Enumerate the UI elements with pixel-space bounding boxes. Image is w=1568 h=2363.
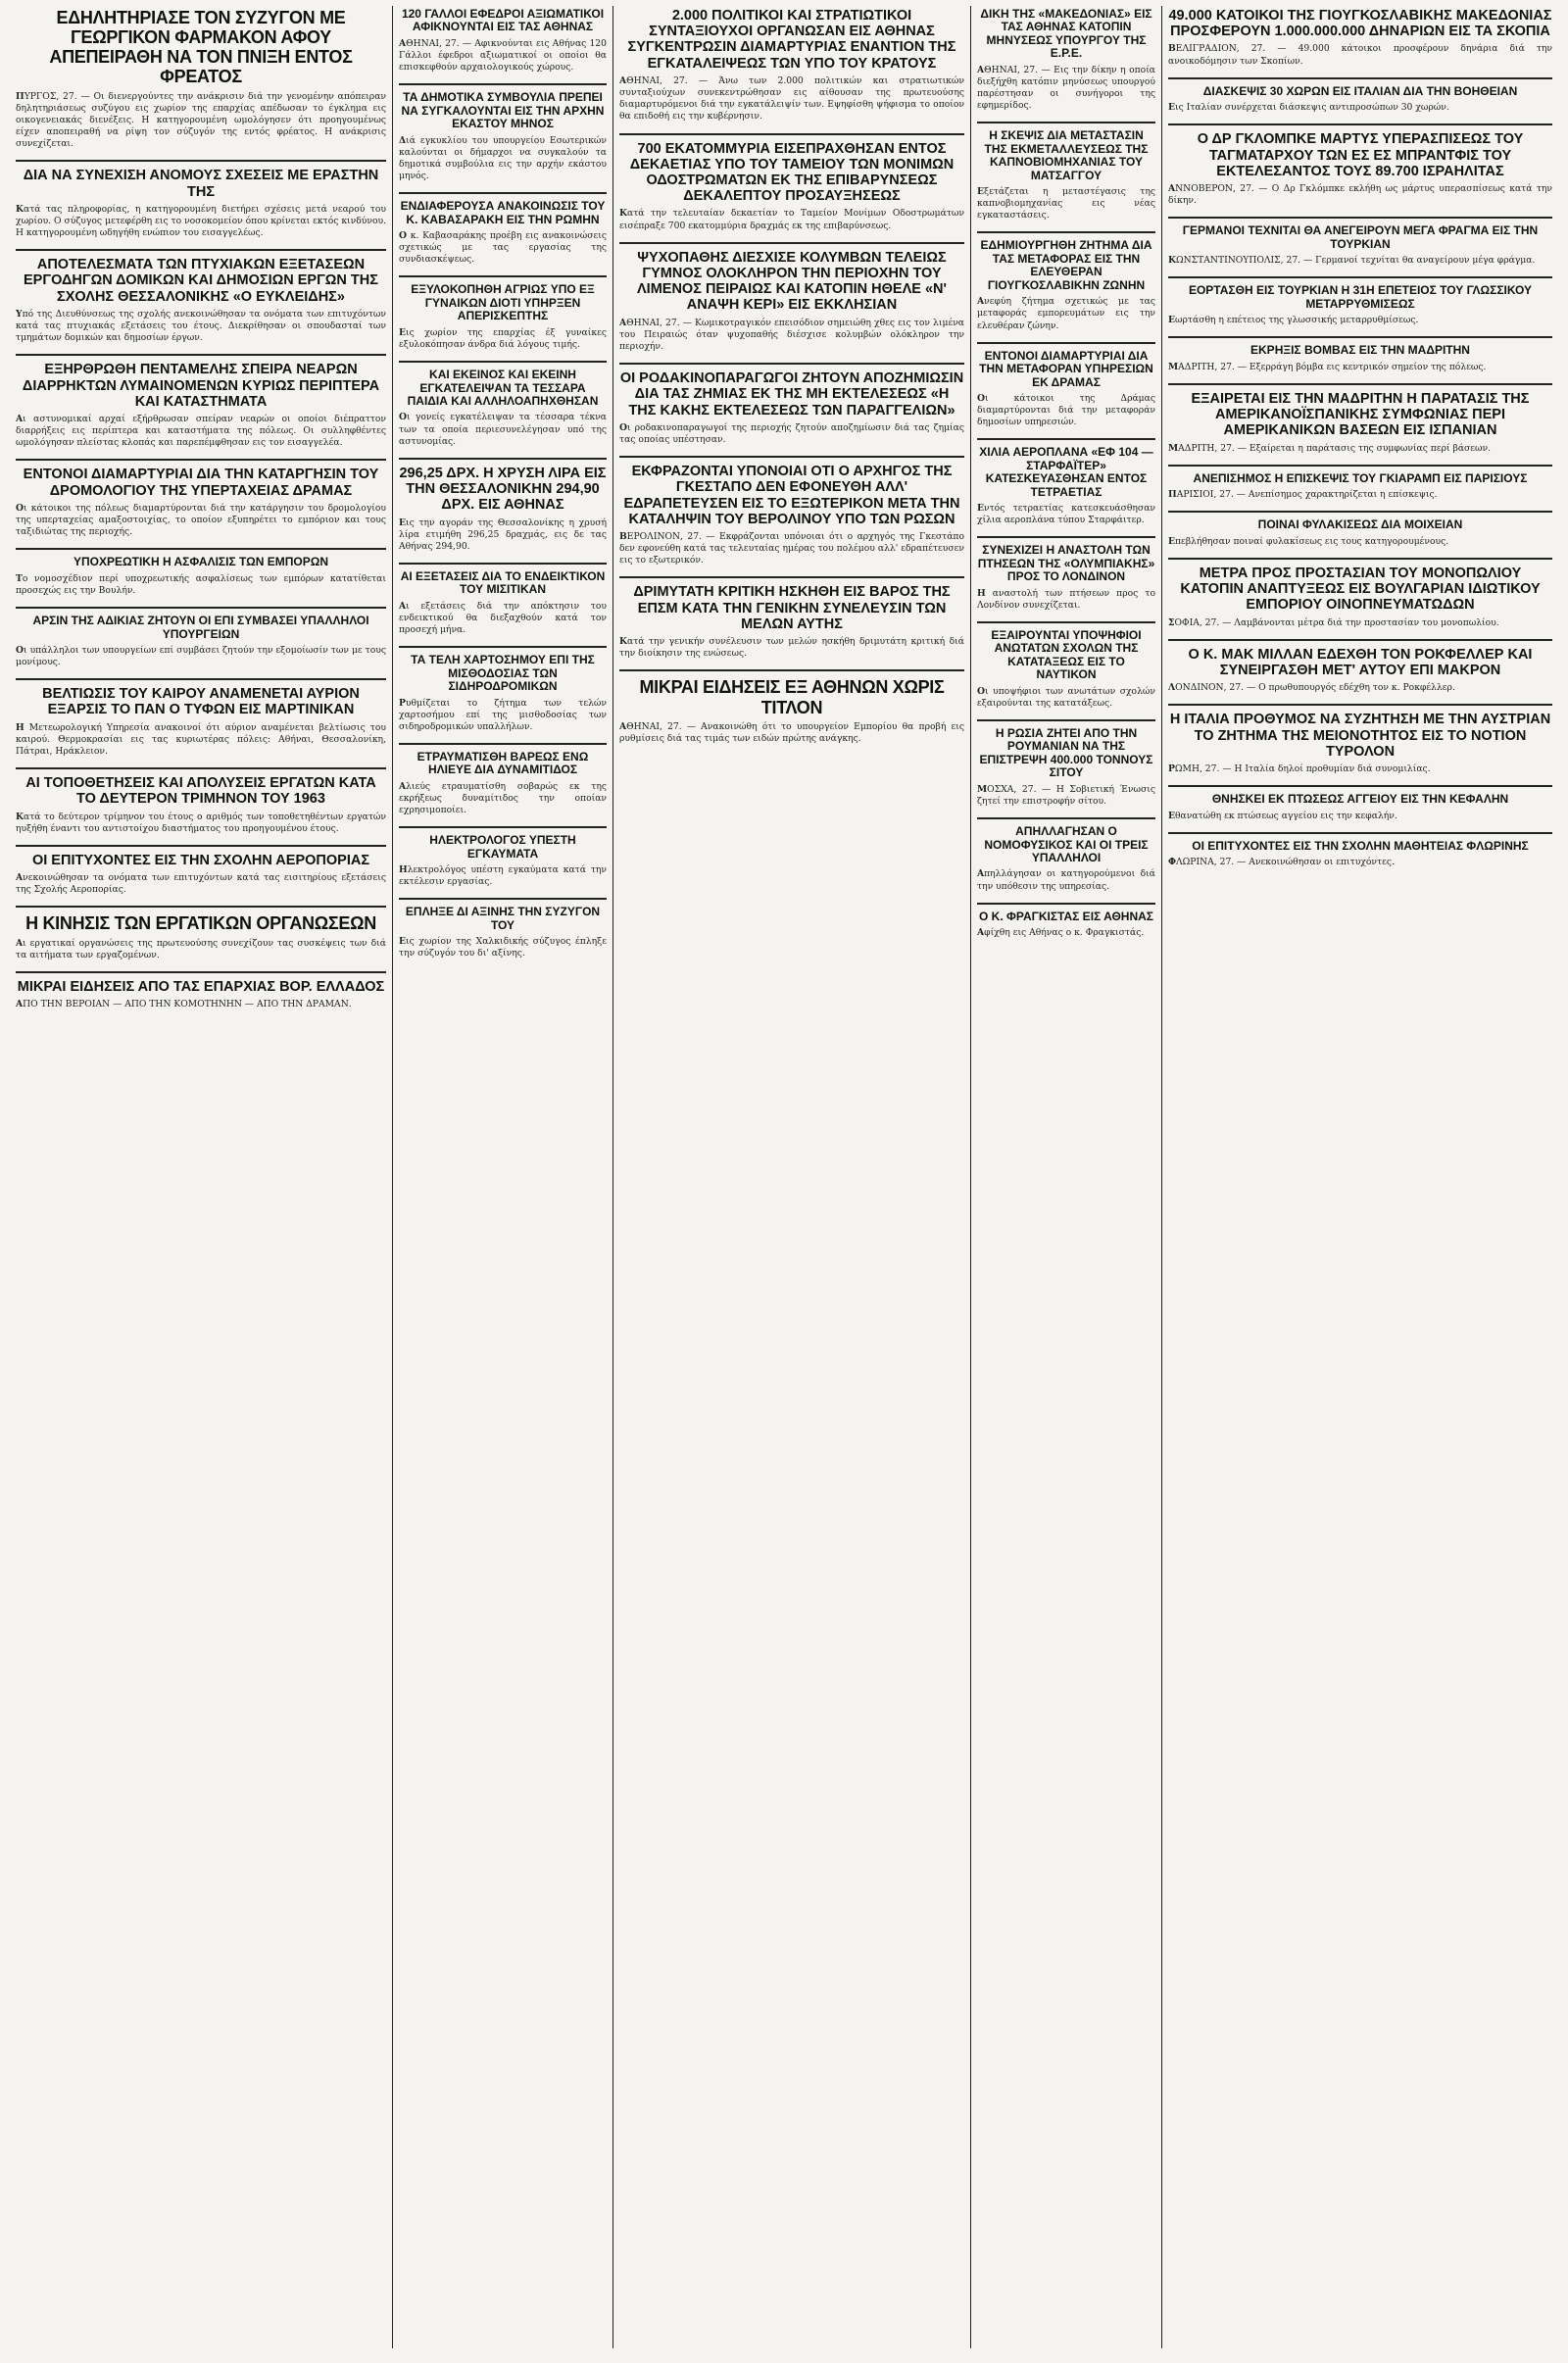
article (1168, 336, 1552, 373)
article-body: Οι κάτοικοι της Δράμας διαμαρτύρονται διά την μεταφοράν δημοσίων υπηρεσιών. (977, 392, 1155, 428)
article-headline: ΑΝΕΠΙΣΗΜΟΣ Η ΕΠΙΣΚΕΨΙΣ ΤΟΥ ΓΚΙΑΡΑΜΠ ΕΙΣ ΠΑΡΙΣΙΟΥΣ (1193, 470, 1528, 485)
article-headline: Η ΚΙΝΗΣΙΣ ΤΩΝ ΕΡΓΑΤΙΚΩΝ ΟΡΓΑΝΩΣΕΩΝ (25, 913, 376, 934)
article (16, 249, 386, 344)
article-body: Ανεφύη ζήτημα σχετικώς με τας μεταφοράς εμπορευμάτων εις την ελευθέραν ζώνην. (977, 296, 1155, 331)
article-body: ΜΟΣΧΑ, 27. — Η Σοβιετική Ένωσις ζητεί την επιστροφήν σίτου. (977, 783, 1155, 807)
article-headline: ΗΛΕΚΤΡΟΛΟΓΟΣ ΥΠΕΣΤΗ ΕΓΚΑΥΜΑΤΑ (429, 833, 576, 861)
article (619, 133, 964, 232)
article-headline: ΔΙΑ ΝΑ ΣΥΝΕΧΙΣΗ ΑΝΟΜΟΥΣ ΣΧΕΣΕΙΣ ΜΕ ΕΡΑΣΤΗΝ ΤΗΣ (23, 168, 379, 200)
article-headline: ΑΠΗΛΛΑΓΗΣΑΝ Ο ΝΟΜΟΦΥΣΙΚΟΣ ΚΑΙ ΟΙ ΤΡΕΙΣ ΥΠΑΛΛΗΛΟΙ (984, 824, 1149, 864)
article (399, 192, 607, 266)
article (1168, 276, 1552, 326)
article (399, 826, 607, 888)
article (1168, 511, 1552, 548)
article (16, 971, 386, 1010)
article-body: ΑΘΗΝΑΙ, 27. — Ανακοινώθη ότι το υπουργείον Εμπορίου θα προβή εις ρυθμίσεις διά τας τιμάς των ειδών πρώτης ανάγκης. (619, 720, 964, 744)
article-headline: ΕΔΗΜΙΟΥΡΓΗΘΗ ΖΗΤΗΜΑ ΔΙΑ ΤΑΣ ΜΕΤΑΦΟΡΑΣ ΕΙΣ ΤΗΝ ΕΛΕΥΘΕΡΑΝ ΓΙΟΥΓΚΟΣΛΑΒΙΚΗΝ ΖΩΝΗΝ (980, 238, 1152, 292)
article-body: ΦΛΩΡΙΝΑ, 27. — Ανεκοινώθησαν οι επιτυχόντες. (1168, 857, 1395, 868)
article (399, 743, 607, 816)
article-headline: ΠΟΙΝΑΙ ΦΥΛΑΚΙΣΕΩΣ ΔΙΑ ΜΟΙΧΕΙΑΝ (1257, 517, 1463, 532)
article (1168, 465, 1552, 502)
article-headline: 296,25 ΔΡΧ. Η ΧΡΥΣΗ ΛΙΡΑ ΕΙΣ ΤΗΝ ΘΕΣΣΑΛΟΝΙΚΗΝ 294,90 ΔΡΧ. ΕΙΣ ΑΘΗΝΑΣ (399, 465, 607, 514)
article (619, 669, 964, 745)
article-headline: ΤΑ ΔΗΜΟΤΙΚΑ ΣΥΜΒΟΥΛΙΑ ΠΡΕΠΕΙ ΝΑ ΣΥΓΚΑΛΟΥΝΤΑΙ ΕΙΣ ΤΗΝ ΑΡΧΗΝ ΕΚΑΣΤΟΥ ΜΗΝΟΣ (401, 90, 605, 131)
article (16, 906, 386, 960)
article-headline: ΜΕΤΡΑ ΠΡΟΣ ΠΡΟΣΤΑΣΙΑΝ ΤΟΥ ΜΟΝΟΠΩΛΙΟΥ ΚΑΤΟΠΙΝ ΑΝΑΠΤΥΞΕΩΣ ΕΙΣ ΒΟΥΛΓΑΡΙΑΝ ΙΔΙΩΤΙΚΟΥ ΕΜΠΟΡΙΟΥ ΟΙΝΟΠΝΕΥΜΑΤΩΔΩΝ (1180, 565, 1541, 614)
article-headline: ΕΝΔΙΑΦΕΡΟΥΣΑ ΑΝΑΚΟΙΝΩΣΙΣ ΤΟΥ Κ. ΚΑΒΑΣΑΡΑΚΗ ΕΙΣ ΤΗΝ ΡΩΜΗΝ (400, 199, 606, 226)
article-body: Οι ροδακινοπαραγωγοί της περιοχής ζητούν αποζημίωσιν διά τας ζημίας τας οποίας υπέστησαν. (619, 421, 964, 445)
article-body: Εωρτάσθη η επέτειος της γλωσσικής μεταρρυθμίσεως. (1168, 315, 1419, 326)
article-body: Επεβλήθησαν ποιναί φυλακίσεως εις τους κατηγορουμένους. (1168, 535, 1449, 547)
article-body: ΠΑΡΙΣΙΟΙ, 27. — Ανεπίσημος χαρακτηρίζεται η επίσκεψις. (1168, 489, 1438, 501)
article-headline: ΕΟΡΤΑΣΘΗ ΕΙΣ ΤΟΥΡΚΙΑΝ Η 31Η ΕΠΕΤΕΙΟΣ ΤΟΥ ΓΛΩΣΣΙΚΟΥ ΜΕΤΑΡΡΥΘΜΙΣΕΩΣ (1188, 283, 1533, 311)
article-body: Οι υποψήφιοι των ανωτάτων σχολών εξαιρούνται της κατατάξεως. (977, 685, 1155, 709)
article-headline: ΕΞΑΙΡΟΥΝΤΑΙ ΥΠΟΨΗΦΙΟΙ ΑΝΩΤΑΤΩΝ ΣΧΟΛΩΝ ΤΗΣ ΚΑΤΑΤΑΞΕΩΣ ΕΙΣ ΤΟ ΝΑΥΤΙΚΟΝ (991, 628, 1142, 682)
article-body: Η Μετεωρολογική Υπηρεσία ανακοινοί ότι αύριον αναμένεται βελτίωσις του καιρού. Θερμοκρασίαι εις τας κυριωτέρας πόλεις: Αθήναι, Θεσσαλονίκη, Πάτραι, Ηράκλειον. (16, 721, 386, 757)
article-body: ΑΘΗΝΑΙ, 27. — Εις την δίκην η οποία διεξήχθη κατόπιν μηνύσεως υπουργού παρέστησαν οι συνήγοροι της εφημερίδος. (977, 64, 1155, 112)
article-headline: ΜΙΚΡΑΙ ΕΙΔΗΣΕΙΣ ΕΞ ΑΘΗΝΩΝ ΧΩΡΙΣ ΤΙΤΛΟΝ (639, 677, 945, 717)
article-headline: Η ΣΚΕΨΙΣ ΔΙΑ ΜΕΤΑΣΤΑΣΙΝ ΤΗΣ ΕΚΜΕΤΑΛΛΕΥΣΕΩΣ ΤΗΣ ΚΑΠΝΟΒΙΟΜΗΧΑΝΙΑΣ ΤΟΥ ΜΑΤΣΑΓΓΟΥ (984, 128, 1149, 182)
article-headline: ΔΡΙΜΥΤΑΤΗ ΚΡΙΤΙΚΗ ΗΣΚΗΘΗ ΕΙΣ ΒΑΡΟΣ ΤΗΣ ΕΠΣΜ ΚΑΤΑ ΤΗΝ ΓΕΝΙΚΗΝ ΣΥΝΕΛΕΥΣΙΝ ΤΩΝ ΜΕΛΩΝ ΑΥΤΗΣ (633, 584, 951, 632)
article-headline: ΕΚΡΗΞΙΣ ΒΟΜΒΑΣ ΕΙΣ ΤΗΝ ΜΑΔΡΙΤΗΝ (1250, 343, 1470, 358)
article-body: ΛΟΝΔΙΝΟΝ, 27. — Ο πρωθυπουργός εδέχθη τον κ. Ροκφέλλερ. (1168, 682, 1455, 694)
article-headline: ΒΕΛΤΙΩΣΙΣ ΤΟΥ ΚΑΙΡΟΥ ΑΝΑΜΕΝΕΤΑΙ ΑΥΡΙΟΝ ΕΞΑΡΣΙΣ ΤΟ ΠΑΝ Ο ΤΥΦΩΝ ΕΙΣ ΜΑΡΤΙΝΙΚΑΝ (42, 686, 360, 718)
article-body: Υπό της Διευθύνσεως της σχολής ανεκοινώθησαν τα ονόματα των επιτυχόντων κατά τας πτυχιακάς εξετάσεις του έτους. Διεκρίθησαν οι σπουδασταί των τμημάτων δομικών και δημοσίων έργων. (16, 308, 386, 344)
article-headline: ΑΠΟΤΕΛΕΣΜΑΤΑ ΤΩΝ ΠΤΥΧΙΑΚΩΝ ΕΞΕΤΑΣΕΩΝ ΕΡΓΟΔΗΓΩΝ ΔΟΜΙΚΩΝ ΚΑΙ ΔΗΜΟΣΙΩΝ ΕΡΓΩΝ ΤΗΣ ΣΧΟΛΗΣ ΘΕΣΣΑΛΟΝΙΚΗΣ «Ο ΕΥΚΛΕΙΔΗΣ» (24, 257, 378, 305)
column-5 (1161, 6, 1558, 2348)
article (1168, 217, 1552, 267)
article-headline: ΔΙΚΗ ΤΗΣ «ΜΑΚΕΔΟΝΙΑΣ» ΕΙΣ ΤΑΣ ΑΘΗΝΑΣ ΚΑΤΟΠΙΝ ΜΗΝΥΣΕΩΣ ΥΠΟΥΡΓΟΥ ΤΗΣ Ε.Ρ.Ε. (980, 7, 1152, 61)
article (16, 459, 386, 538)
article-body: Αλιεύς ετραυματίσθη σοβαρώς εκ της εκρήξεως δυναμίτιδος την οποίαν εχρησιμοποίει. (399, 780, 607, 816)
article (977, 719, 1155, 808)
article-headline: ΟΙ ΡΟΔΑΚΙΝΟΠΑΡΑΓΩΓΟΙ ΖΗΤΟΥΝ ΑΠΟΖΗΜΙΩΣΙΝ ΔΙΑ ΤΑΣ ΖΗΜΙΑΣ ΕΚ ΤΗΣ ΜΗ ΕΚΤΕΛΕΣΕΩΣ «Η ΤΗΣ ΚΑΚΗΣ ΕΚΤΕΛΕΣΕΩΣ ΤΩΝ ΠΑΡΑΓΓΕΛΙΩΝ» (619, 370, 964, 418)
article-body: Ηλεκτρολόγος υπέστη εγκαύματα κατά την εκτέλεσιν εργασίας. (399, 864, 607, 888)
article-body: Εθανατώθη εκ πτώσεως αγγείου εις την κεφαλήν. (1168, 810, 1397, 821)
article-body: Οι γονείς εγκατέλειψαν τα τέσσαρα τέκνα των τα οποία περιεσυνελέγησαν υπό της αστυνομίας. (399, 412, 607, 447)
article-headline: ΕΝΤΟΝΟΙ ΔΙΑΜΑΡΤΥΡΙΑΙ ΔΙΑ ΤΗΝ ΚΑΤΑΡΓΗΣΙΝ ΤΟΥ ΔΡΟΜΟΛΟΓΙΟΥ ΤΗΣ ΥΠΕΡΤΑΧΕΙΑΣ ΔΡΑΜΑΣ (23, 467, 379, 499)
article-headline: ΕΞΗΡΘΡΩΘΗ ΠΕΝΤΑΜΕΛΗΣ ΣΠΕΙΡΑ ΝΕΑΡΩΝ ΔΙΑΡΡΗΚΤΩΝ ΛΥΜΑΙΝΟΜΕΝΩΝ ΚΥΡΙΩΣ ΠΕΡΙΠΤΕΡΑ ΚΑΙ ΚΑΤΑΣΤΗΜΑΤΑ (22, 362, 380, 410)
article (1168, 832, 1552, 869)
article (399, 83, 607, 182)
article-body: Κατά το δεύτερον τρίμηνον του έτους ο αριθμός των τοποθετηθέντων εργατών ηυξήθη έναντι του αντιστοίχου διαστήματος του προηγουμένου έτους. (16, 811, 386, 834)
article (399, 361, 607, 448)
article (619, 242, 964, 353)
newspaper-page (10, 6, 1558, 2348)
article (399, 275, 607, 351)
article-body: Εις την αγοράν της Θεσσαλονίκης η χρυσή λίρα ετιμήθη 296,25 δραχμάς, εις δε τας Αθήνας 294,90. (399, 517, 607, 552)
article-headline: Ο Κ. ΦΡΑΓΚΙΣΤΑΣ ΕΙΣ ΑΘΗΝΑΣ (979, 909, 1153, 923)
column-4 (970, 6, 1161, 2348)
article-headline: ΟΙ ΕΠΙΤΥΧΟΝΤΕΣ ΕΙΣ ΤΗΝ ΣΧΟΛΗΝ ΜΑΘΗΤΕΙΑΣ ΦΛΩΡΙΝΗΣ (1192, 838, 1529, 853)
article-body: Αι εξετάσεις διά την απόκτησιν του ενδεικτικού θα διεξαχθούν κατά τον προσεχή μήνα. (399, 600, 607, 636)
article-body: Ανεκοινώθησαν τα ονόματα των επιτυχόντων κατά τας εισιτηρίους εξετάσεις της Σχολής Αεροπορίας. (16, 872, 386, 896)
article (619, 363, 964, 446)
article-headline: Η ΡΩΣΙΑ ΖΗΤΕΙ ΑΠΟ ΤΗΝ ΡΟΥΜΑΝΙΑΝ ΝΑ ΤΗΣ ΕΠΙΣΤΡΕΨΗ 400.000 ΤΟΝΝΟΥΣ ΣΙΤΟΥ (979, 726, 1153, 780)
article-headline: Ο Κ. ΜΑΚ ΜΙΛΛΑΝ ΕΔΕΧΘΗ ΤΟΝ ΡΟΚΦΕΛΛΕΡ ΚΑΙ ΣΥΝΕΙΡΓΑΣΘΗ ΜΕΤ' ΑΥΤΟΥ ΕΠΙ ΜΑΚΡΟΝ (1188, 646, 1533, 678)
article (1168, 785, 1552, 822)
article (1168, 123, 1552, 207)
article-body: ΜΑΔΡΙΤΗ, 27. — Εξαίρεται η παράτασις της συμφωνίας περί βάσεων. (1168, 442, 1492, 454)
article (977, 231, 1155, 331)
article-headline: ΑΡΣΙΝ ΤΗΣ ΑΔΙΚΙΑΣ ΖΗΤΟΥΝ ΟΙ ΕΠΙ ΣΥΜΒΑΣΕΙ ΥΠΑΛΛΗΛΟΙ ΥΠΟΥΡΓΕΙΩΝ (32, 614, 369, 641)
article-headline: ΟΙ ΕΠΙΤΥΧΟΝΤΕΣ ΕΙΣ ΤΗΝ ΣΧΟΛΗΝ ΑΕΡΟΠΟΡΙΑΣ (31, 852, 370, 868)
article (399, 898, 607, 960)
article (399, 563, 607, 636)
article-body: Εις Ιταλίαν συνέρχεται διάσκεψις αντιπροσώπων 30 χωρών. (1168, 102, 1449, 114)
article-body: ΣΟΦΙΑ, 27. — Λαμβάνονται μέτρα διά την προστασίαν του μονοπωλίου. (1168, 616, 1499, 628)
article-body: Εντός τετραετίας κατεσκευάσθησαν χίλια αεροπλάνα τύπου Σταρφάιτερ. (977, 503, 1155, 526)
article (977, 903, 1155, 940)
article-body: ΡΩΜΗ, 27. — Η Ιταλία δηλοί προθυμίαν διά συνομιλίας. (1168, 763, 1431, 775)
article (16, 8, 386, 150)
article-headline: ΕΝΤΟΝΟΙ ΔΙΑΜΑΡΤΥΡΙΑΙ ΔΙΑ ΤΗΝ ΜΕΤΑΦΟΡΑΝ ΥΠΗΡΕΣΙΩΝ ΕΚ ΔΡΑΜΑΣ (979, 348, 1153, 389)
article-body: Διά εγκυκλίου του υπουργείου Εσωτερικών καλούνται οι δήμαρχοι να συγκαλούν τα δημοτικά συμβούλια εις την αρχήν εκάστου μηνός. (399, 134, 607, 182)
column-2 (392, 6, 612, 2348)
article-headline: ΥΠΟΧΡΕΩΤΙΚΗ Η ΑΣΦΑΛΙΣΙΣ ΤΩΝ ΕΜΠΟΡΩΝ (73, 555, 328, 569)
article-headline: ΣΥΝΕΧΙΖΕΙ Η ΑΝΑΣΤΟΛΗ ΤΩΝ ΠΤΗΣΕΩΝ ΤΗΣ «ΟΛΥΜΠΙΑΚΗΣ» ΠΡΟΣ ΤΟ ΛΟΝΔΙΝΟΝ (977, 543, 1155, 584)
article-body: Αι αστυνομικαί αρχαί εξήρθρωσαν σπείραν νεαρών οι οποίοι διέπραττον διαρρήξεις εις περίπτερα και καταστήματα της πόλεως. Οι συλληφθέντες ωμολόγησαν πλείστας κλοπάς και παρεπέμφθησαν εις τον εισαγγελέα. (16, 414, 386, 449)
article-headline: ΨΥΧΟΠΑΘΗΣ ΔΙΕΣΧΙΣΕ ΚΟΛΥΜΒΩΝ ΤΕΛΕΙΩΣ ΓΥΜΝΟΣ ΟΛΟΚΛΗΡΟΝ ΤΗΝ ΠΕΡΙΟΧΗΝ ΤΟΥ ΛΙΜΕΝΟΣ ΠΕΙΡΑΙΩΣ ΚΑΙ ΚΑΤΟΠΙΝ ΗΘΕΛΕ «Ν' ΑΝΑΨΗ ΚΕΡΙ» ΕΙΣ ΕΚΚΛΗΣΙΑΝ (637, 249, 947, 314)
article (399, 8, 607, 74)
article (1168, 639, 1552, 695)
article-body: Κατά την γενικήν συνέλευσιν των μελών ησκήθη δριμυτάτη κριτική διά την διοίκησιν της ενώσεως. (619, 636, 964, 660)
article-headline: ΑΙ ΤΟΠΟΘΕΤΗΣΕΙΣ ΚΑΙ ΑΠΟΛΥΣΕΙΣ ΕΡΓΑΤΩΝ ΚΑΤΑ ΤΟ ΔΕΥΤΕΡΟΝ ΤΡΙΜΗΝΟΝ ΤΟΥ 1963 (25, 775, 376, 808)
article-body: Κατά τας πληροφορίας, η κατηγορουμένη διετήρει σχέσεις μετά νεαρού του χωρίου. Ο σύζυγος μετεφέρθη εις το νοσοκομείον όπου κρίνεται εκτός κινδύνου. Η κατηγορουμένη ωδηγήθη ενώπιον του εισαγγελέως. (16, 203, 386, 239)
article (1168, 8, 1552, 68)
article-headline: ΕΚΦΡΑΖΟΝΤΑΙ ΥΠΟΝΟΙΑΙ ΟΤΙ Ο ΑΡΧΗΓΟΣ ΤΗΣ ΓΚΕΣΤΑΠΟ ΔΕΝ ΕΦΟΝΕΥΘΗ ΑΛΛ' ΕΔΡΑΠΕΤΕΥΣΕΝ ΕΙΣ ΤΟ ΕΞΩΤΕΡΙΚΟΝ ΜΕΤΑ ΤΗΝ ΚΑΤΑΛΗΨΙΝ ΤΟΥ ΒΕΡΟΛΙΝΟΥ ΥΠΟ ΤΩΝ ΡΩΣΩΝ (623, 464, 960, 527)
article-headline: ΤΑ ΤΕΛΗ ΧΑΡΤΟΣΗΜΟΥ ΕΠΙ ΤΗΣ ΜΙΣΘΟΔΟΣΙΑΣ ΤΩΝ ΣΙΔΗΡΟΔΡΟΜΙΚΩΝ (411, 653, 595, 694)
article-body: ΒΕΡΟΛΙΝΟΝ, 27. — Εκφράζονται υπόνοιαι ότι ο αρχηγός της Γκεστάπο δεν εφονεύθη κατά τας τελευταίας ημέρας του πολέμου αλλ' εδραπέτευσεν εις το εξωτερικόν. (619, 531, 964, 566)
article (977, 621, 1155, 710)
article (16, 678, 386, 758)
article-body: Απηλλάγησαν οι κατηγορούμενοι διά την υπόθεσιν της υπηρεσίας. (977, 868, 1155, 892)
article (977, 817, 1155, 893)
article (1168, 383, 1552, 455)
article-body: ΑΘΗΝΑΙ, 27. — Κωμικοτραγικόν επεισόδιον σημειώθη χθες εις τον λιμένα του Πειραιώς όταν ψυχοπαθής διέσχισε κολυμβών ολόκληρον την περιοχήν. (619, 317, 964, 352)
article-body: ΑΘΗΝΑΙ, 27. — Άνω των 2.000 πολιτικών και στρατιωτικών συνταξιούχων συνεκεντρώθησαν εις αίθουσαν της πρωτευούσης διαμαρτυρόμενοι διά την εγκατάλειψίν των. Εψηφίσθη ψήφισμα το οποίον θα επιδοθή εις την κυβέρνησιν. (619, 74, 964, 123)
article (977, 122, 1155, 222)
article (399, 458, 607, 553)
article-headline: ΓΕΡΜΑΝΟΙ ΤΕΧΝΙΤΑΙ ΘΑ ΑΝΕΓΕΙΡΟΥΝ ΜΕΓΑ ΦΡΑΓΜΑ ΕΙΣ ΤΗΝ ΤΟΥΡΚΙΑΝ (1182, 223, 1539, 251)
article-headline: 700 ΕΚΑΤΟΜΜΥΡΙΑ ΕΙΣΕΠΡΑΧΘΗΣΑΝ ΕΝΤΟΣ ΔΕΚΑΕΤΙΑΣ ΥΠΟ ΤΟΥ ΤΑΜΕΙΟΥ ΤΩΝ ΜΟΝΙΜΩΝ ΟΔΟΣΤΡΩΜΑΤΩΝ ΕΚ ΤΗΣ ΕΠΙΒΑΡΥΝΣΕΩΣ ΔΕΚΑΛΕΠΤΟΥ ΠΡΟΣΑΥΞΗΣΕΩΣ (629, 140, 955, 205)
column-1 (10, 6, 392, 2348)
article-body: Εξετάζεται η μεταστέγασις της καπνοβιομηχανίας εις νέας εγκαταστάσεις. (977, 186, 1155, 222)
article-body: Ρυθμίζεται το ζήτημα των τελών χαρτοσήμου επί της μισθοδοσίας των σιδηροδρομικών υπαλλήλων. (399, 697, 607, 732)
article-headline: ΘΝΗΣΚΕΙ ΕΚ ΠΤΩΣΕΩΣ ΑΓΓΕΙΟΥ ΕΙΣ ΤΗΝ ΚΕΦΑΛΗΝ (1211, 792, 1509, 807)
article-headline: ΜΙΚΡΑΙ ΕΙΔΗΣΕΙΣ ΑΠΟ ΤΑΣ ΕΠΑΡΧΙΑΣ ΒΟΡ. ΕΛΛΑΔΟΣ (17, 978, 385, 995)
article-headline: ΕΔΗΛΗΤΗΡΙΑΣΕ ΤΟΝ ΣΥΖΥΓΟΝ ΜΕ ΓΕΩΡΓΙΚΟΝ ΦΑΡΜΑΚΟΝ ΑΦΟΥ ΑΠΕΠΕΙΡΑΘΗ ΝΑ ΤΟΝ ΠΝΙΞΗ ΕΝΤΟΣ ΦΡΕΑΤΟΣ (49, 8, 353, 87)
column-3 (612, 6, 970, 2348)
article (977, 438, 1155, 526)
article (1168, 558, 1552, 629)
article (399, 646, 607, 733)
article (619, 8, 964, 123)
article (977, 342, 1155, 429)
article-headline: ΑΙ ΕΞΕΤΑΣΕΙΣ ΔΙΑ ΤΟ ΕΝΔΕΙΚΤΙΚΟΝ ΤΟΥ ΜΙΣΙΤΙΚΑΝ (400, 568, 606, 597)
article (619, 576, 964, 660)
article (16, 845, 386, 897)
article-body: ΒΕΛΙΓΡΑΔΙΟΝ, 27. — 49.000 κάτοικοι προσφέρουν δηνάρια διά την ανοικοδόμησιν των Σκοπίων. (1168, 43, 1552, 67)
article-headline: ΧΙΛΙΑ ΑΕΡΟΠΛΑΝΑ «ΕΦ 104 — ΣΤΑΡΦΑΪΤΕΡ» ΚΑΤΕΣΚΕΥΑΣΘΗΣΑΝ ΕΝΤΟΣ ΤΕΤΡΑΕΤΙΑΣ (979, 445, 1153, 499)
article-body: ΚΩΝΣΤΑΝΤΙΝΟΥΠΟΛΙΣ, 27. — Γερμανοί τεχνίται θα αναγείρουν μέγα φράγμα. (1168, 255, 1536, 267)
article (1168, 77, 1552, 115)
article (16, 548, 386, 597)
article-body: Η αναστολή των πτήσεων προς το Λονδίνον συνεχίζεται. (977, 587, 1155, 611)
article-headline: 120 ΓΑΛΛΟΙ ΕΦΕΔΡΟΙ ΑΞΙΩΜΑΤΙΚΟΙ ΑΦΙΚΝΟΥΝΤΑΙ ΕΙΣ ΤΑΣ ΑΘΗΝΑΣ (401, 7, 605, 34)
article (1168, 704, 1552, 775)
article (16, 354, 386, 449)
article-headline: Η ΙΤΑΛΙΑ ΠΡΟΘΥΜΟΣ ΝΑ ΣΥΖΗΤΗΣΗ ΜΕ ΤΗΝ ΑΥΣΤΡΙΑΝ ΤΟ ΖΗΤΗΜΑ ΤΗΣ ΜΕΙΟΝΟΤΗΤΟΣ ΕΙΣ ΤΟ ΝΟΤΙΟΝ ΤΥΡΟΛΟΝ (1169, 712, 1551, 760)
article (16, 607, 386, 668)
article-body: Εις χωρίον της επαρχίας έξ γυναίκες εξυλοκόπησαν άνδρα διά λόγους τιμής. (399, 326, 607, 350)
article-headline: 2.000 ΠΟΛΙΤΙΚΟΙ ΚΑΙ ΣΤΡΑΤΙΩΤΙΚΟΙ ΣΥΝΤΑΞΙΟΥΧΟΙ ΟΡΓΑΝΩΣΑΝ ΕΙΣ ΑΘΗΝΑΣ ΣΥΓΚΕΝΤΡΩΣΙΝ ΔΙΑΜΑΡΤΥΡΙΑΣ ΕΝΑΝΤΙΟΝ ΤΗΣ ΕΓΚΑΤΑΛΕΙΨΕΩΣ ΤΩΝ ΥΠΟ ΤΟΥ ΚΡΑΤΟΥΣ (627, 8, 956, 72)
article-body: Οι κάτοικοι της πόλεως διαμαρτύρονται διά την κατάργησιν του δρομολογίου της υπερταχείας αμαξοστοιχίας, το οποίον εξυπηρέτει το εμπόριον και τους ταξιδιώτας της περιοχής. (16, 502, 386, 538)
article-body: Κατά την τελευταίαν δεκαετίαν το Ταμείον Μονίμων Οδοστρωμάτων εισέπραξε 700 εκατομμύρια δραχμάς εκ της επιβαρύνσεως. (619, 208, 964, 231)
article-headline: ΕΤΡΑΥΜΑΤΙΣΘΗ ΒΑΡΕΩΣ ΕΝΩ ΗΛΙΕΥΕ ΔΙΑ ΔΥΝΑΜΙΤΙΔΟΣ (416, 749, 589, 777)
article-body: ΑΠΟ ΤΗΝ ΒΕΡΟΙΑΝ — ΑΠΟ ΤΗΝ ΚΟΜΟΤΗΝΗΝ — ΑΠΟ ΤΗΝ ΔΡΑΜΑΝ. (16, 999, 352, 1010)
article-headline: 49.000 ΚΑΤΟΙΚΟΙ ΤΗΣ ΓΙΟΥΓΚΟΣΛΑΒΙΚΗΣ ΜΑΚΕΔΟΝΙΑΣ ΠΡΟΣΦΕΡΟΥΝ 1.000.000.000 ΔΗΝΑΡΙΩΝ ΕΙΣ ΤΑ ΣΚΟΠΙΑ (1168, 8, 1552, 40)
article (16, 767, 386, 835)
article-body: Ο κ. Καβασαράκης προέβη εις ανακοινώσεις σχετικώς με τας εργασίας της συνδιασκέψεως. (399, 230, 607, 266)
article-body: ΜΑΔΡΙΤΗ, 27. — Εξερράγη βόμβα εις κεντρικόν σημείον της πόλεως. (1168, 361, 1487, 372)
article-body: Αφίχθη εις Αθήνας ο κ. Φραγκιστάς. (977, 927, 1145, 939)
article (16, 160, 386, 239)
article-headline: ΚΑΙ ΕΚΕΙΝΟΣ ΚΑΙ ΕΚΕΙΝΗ ΕΓΚΑΤΕΛΕΙΨΑΝ ΤΑ ΤΕΣΣΑΡΑ ΠΑΙΔΙΑ ΚΑΙ ΑΛΛΗΛΟΑΠΗΧΘΗΣΑΝ (407, 368, 599, 408)
article (977, 8, 1155, 112)
article-body: Εις χωρίον της Χαλκιδικής σύζυγος έπληξε την σύζυγόν του δι' αξίνης. (399, 936, 607, 960)
article-body: Αι εργατικαί οργανώσεις της πρωτευούσης συνεχίζουν τας συσκέψεις των διά τα αιτήματα των εργαζομένων. (16, 937, 386, 960)
article-body: ΠΥΡΓΟΣ, 27. — Οι διενεργούντες την ανάκρισιν διά την γενομένην απόπειραν δηλητηριάσεως συζύγου εις χωρίον της επαρχίας απέδωσαν το έγκλημα εις οικογενειακάς διενέξεις. Η κατηγορουμένη ωμολόγησεν ότι προηγουμένως είχεν αποπειραθή να ρίψη τον σύζυγόν της εντός φρέατος. Η ανάκρισις συνεχίζεται. (16, 90, 386, 150)
article-body: Το νομοσχέδιον περί υποχρεωτικής ασφαλίσεως των εμπόρων κατατίθεται προσεχώς εις την Βουλήν. (16, 572, 386, 596)
article-headline: ΕΞΑΙΡΕΤΑΙ ΕΙΣ ΤΗΝ ΜΑΔΡΙΤΗΝ Η ΠΑΡΑΤΑΣΙΣ ΤΗΣ ΑΜΕΡΙΚΑΝΟΪΣΠΑΝΙΚΗΣ ΣΥΜΦΩΝΙΑΣ ΠΕΡΙ ΑΜΕΡΙΚΑΝΙΚΩΝ ΒΑΣΕΩΝ ΕΙΣ ΙΣΠΑΝΙΑΝ (1191, 390, 1530, 439)
article-headline: ΕΞΥΛΟΚΟΠΗΘΗ ΑΓΡΙΩΣ ΥΠΟ ΕΞ ΓΥΝΑΙΚΩΝ ΔΙΟΤΙ ΥΠΗΡΞΕΝ ΑΠΕΡΙΣΚΕΠΤΗΣ (411, 282, 595, 323)
article-headline: Ο ΔΡ ΓΚΛΟΜΠΚΕ ΜΑΡΤΥΣ ΥΠΕΡΑΣΠΙΣΕΩΣ ΤΟΥ ΤΑΓΜΑΤΑΡΧΟΥ ΤΩΝ ΕΣ ΕΣ ΜΠΡΑΝΤΦΙΣ ΤΟΥ ΕΚΤΕΛΕΣΑΝΤΟΣ ΤΟΥΣ 89.700 ΙΣΡΑΗΛΙΤΑΣ (1197, 131, 1524, 179)
article-body: ΑΝΝΟΒΕΡΟΝ, 27. — Ο Δρ Γκλόμπκε εκλήθη ως μάρτυς υπερασπίσεως κατά την δίκην. (1168, 183, 1552, 207)
article-body: ΑΘΗΝΑΙ, 27. — Αφικνούνται εις Αθήνας 120 Γάλλοι έφεδροι αξιωματικοί οι οποίοι θα επισκεφθούν αρχαιολογικούς χώρους. (399, 37, 607, 74)
article-headline: ΔΙΑΣΚΕΨΙΣ 30 ΧΩΡΩΝ ΕΙΣ ΙΤΑΛΙΑΝ ΔΙΑ ΤΗΝ ΒΟΗΘΕΙΑΝ (1202, 83, 1518, 98)
article (619, 456, 964, 566)
article (977, 536, 1155, 612)
article-headline: ΕΠΛΗΞΕ ΔΙ ΑΞΙΝΗΣ ΤΗΝ ΣΥΖΥΓΟΝ ΤΟΥ (405, 905, 601, 932)
article-body: Οι υπάλληλοι των υπουργείων επί συμβάσει ζητούν την εξομοίωσίν των με τους μονίμους. (16, 644, 386, 668)
